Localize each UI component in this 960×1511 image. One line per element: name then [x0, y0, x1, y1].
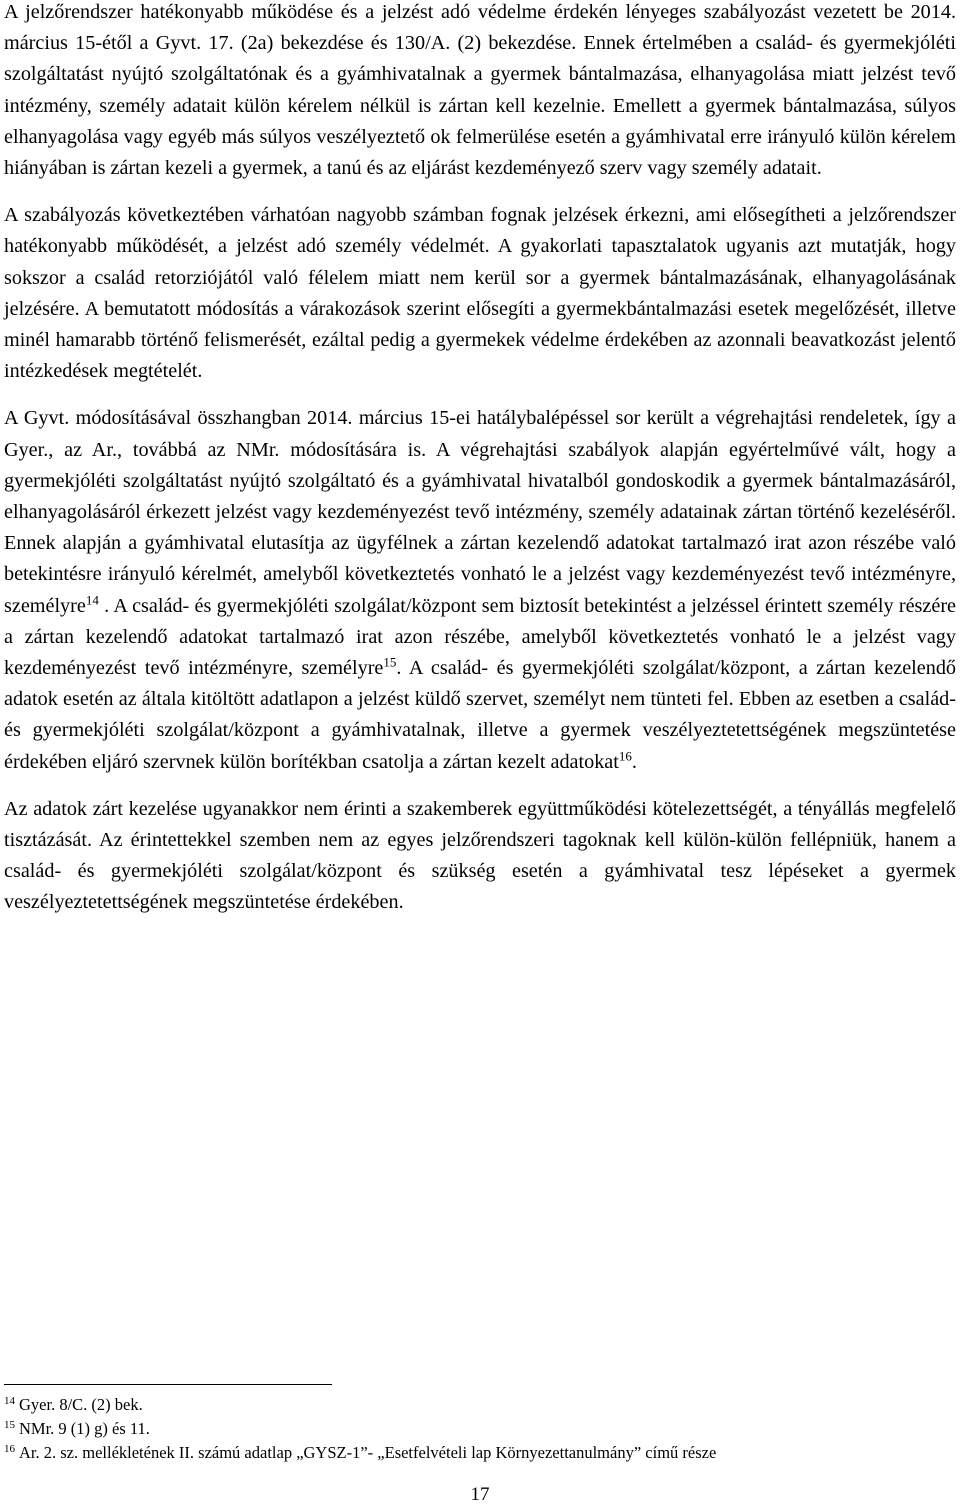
paragraph-text: . A család- és gyermekjóléti szolgálat/központ sem biztosít betekintést a jelzéssel érintett személy részére a zártan kezelendő adatokat tartalmazó irat azon részébe, amelyből következtetés vonható le a jelzést vagy kezdeményezést tevő intézményre, személyre: [4, 594, 956, 680]
footnote-separator: [4, 1384, 332, 1385]
paragraph: [4, 0, 956, 184]
footnote-text: Ar. 2. sz. mellékletének II. számú adatlap „GYSZ-1”- „Esetfelvételi lap Környezettanulmány” című része: [19, 1443, 717, 1462]
footnote-reference[interactable]: 16: [618, 747, 632, 763]
footnote-reference[interactable]: 15: [383, 654, 397, 670]
paragraph: [4, 403, 956, 777]
paragraph-text: . A család- és gyermekjóléti szolgálat/központ, a zártan kezelendő adatok esetén az általa kitöltött adatlapon a jelzést küldő szervet, személyt nem tünteti fel. Ebben az esetben a család- és gyermekjóléti szolgálat/központ a gyámhivatalnak, illetve a gyermek veszélyeztetettségének megszüntetése érdekében eljáró szervnek külön borítékban csatolja a zártan kezelt adatokat: [4, 657, 957, 773]
footnotes: [4, 1393, 956, 1465]
footnote: [4, 1393, 956, 1417]
paragraph-text: A jelzőrendszer hatékonyabb működése és a jelzést adó védelme érdekén lényeges szabályozást vezetett be 2014. március 15-étől a Gyvt. 17. (2a) bekezdése és 130/A. (2) bekezdése. Ennek értelmében a család- és gyermekjóléti szolgáltatást nyújtó szolgáltatónak és a gyámhivatalnak a gyermek bántalmazása, elhanyagolása miatt jelzést tevő intézmény, személy adatait külön kérelem nélkül is zártan kell kezelnie. Emellett a gyermek bántalmazása, súlyos elhanyagolása vagy egyéb más súlyos veszélyeztető ok felmerülése esetén a gyámhivatal erre irányuló külön kérelem hiányában is zártan kezeli a gyermek, a tanú és az eljárást kezdeményező szerv vagy személy adatait.: [4, 1, 956, 180]
paragraph-text: A Gyvt. módosításával összhangban 2014. március 15-ei hatálybalépéssel sor került a végrehajtási rendeletek, így a Gyer., az Ar., továbbá az NMr. módosítására is. A végrehajtási szabályok alapján egyértelművé vált, hogy a gyermekjóléti szolgáltatást nyújtó szolgáltató és a gyámhivatal hivatalból gondoskodik a gyermek bántalmazásáról, elhanyagolásáról érkezett jelzést vagy kezdeményezést tevő intézmény, személy adatainak zártan történő kezeléséről. Ennek alapján a gyámhivatal elutasítja az ügyfélnek a zártan kezelendő adatokat tartalmazó irat azon részébe való betekintésre irányuló kérelmét, amelyből következtetés vonható le a jelzést vagy kezdeményezést tevő intézményre, személyre: [4, 407, 956, 617]
footnote: [4, 1417, 956, 1441]
footnote-number: 15: [4, 1418, 15, 1431]
page-number: 17: [470, 1484, 490, 1505]
paragraph-text: Az adatok zárt kezelése ugyanakkor nem érinti a szakemberek együttműködési kötelezettségét, a tényállás megfelelő tisztázását. Az érintettekkel szemben nem az egyes jelzőrendszeri tagoknak kell külön-külön fellépniük, hanem a család- és gyermekjóléti szolgálat/központ és szükség esetén a gyámhivatal tesz lépéseket a gyermek veszélyeztetettségének megszüntetése érdekében.: [4, 797, 956, 914]
footnote-reference[interactable]: 14: [85, 591, 99, 607]
paragraph: [4, 794, 956, 919]
footnote-number: 16: [4, 1442, 15, 1455]
paragraph-text: A szabályozás következtében várhatóan nagyobb számban fognak jelzések érkezni, ami elősegítheti a jelzőrendszer hatékonyabb működését, a jelzést adó személy védelmét. A gyakorlati tapasztalatok ugyanis azt mutatják, hogy sokszor a család retorziójától való félelem miatt nem kerül sor a gyermek bántalmazásának, elhanyagolásának jelzésére. A bemutatott módosítás a várakozások szerint elősegíti a gyermekbántalmazási esetek megelőzését, illetve minél hamarabb történő felismerését, ezáltal pedig a gyermekek védelme érdekében az azonnali beavatkozást jelentő intézkedések megtételét.: [4, 204, 956, 383]
paragraph-text: .: [631, 750, 637, 773]
footnote-text: Gyer. 8/C. (2) bek.: [19, 1395, 143, 1414]
paragraph: [4, 200, 956, 387]
footnote-text: NMr. 9 (1) g) és 11.: [19, 1419, 150, 1438]
footnote-number: 14: [4, 1394, 15, 1407]
body-text: [4, 0, 956, 935]
footnote: [4, 1441, 956, 1465]
